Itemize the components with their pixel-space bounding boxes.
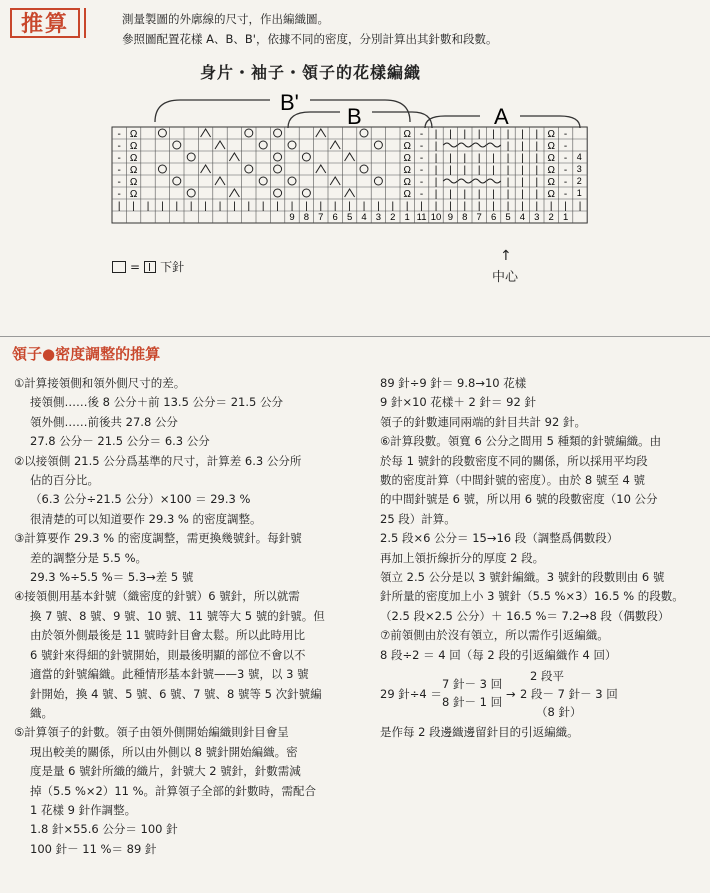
col-number: 6 xyxy=(490,212,497,223)
svg-text:Ω: Ω xyxy=(129,165,138,176)
svg-text:|: | xyxy=(521,165,524,176)
svg-text:-: - xyxy=(563,141,568,152)
svg-text:|: | xyxy=(463,165,467,176)
col-number: 9 xyxy=(447,212,454,223)
bracket-label-b: B xyxy=(347,104,362,129)
svg-text:-: - xyxy=(419,129,424,140)
col-number: 2 xyxy=(548,212,554,223)
text-line: 29.3 %÷5.5 %＝ 5.3→差 5 號 xyxy=(30,570,194,585)
intro-line: 測量製圖的外廓線的尺寸，作出編織圖。 xyxy=(122,12,329,26)
svg-text:-: - xyxy=(117,165,121,176)
svg-text:|: | xyxy=(521,153,524,164)
svg-text:Ω: Ω xyxy=(403,189,411,200)
svg-text:Ω: Ω xyxy=(547,189,555,200)
svg-text:|: | xyxy=(247,201,251,212)
svg-text:|: | xyxy=(434,201,438,212)
row-number: 2 xyxy=(576,176,582,186)
stitch-grid xyxy=(112,127,587,223)
svg-text:-: - xyxy=(419,177,424,188)
center-label: 中心 xyxy=(492,270,519,285)
badge-divider xyxy=(84,8,86,38)
chart-title: 身片・袖子・領子的花樣編織 xyxy=(200,63,422,82)
svg-text:|: | xyxy=(218,201,222,212)
col-number: 8 xyxy=(303,212,310,223)
section-divider xyxy=(0,336,710,337)
svg-text:-: - xyxy=(117,141,121,152)
svg-text:|: | xyxy=(506,129,510,140)
svg-text:|: | xyxy=(449,153,452,164)
svg-text:|: | xyxy=(449,201,452,212)
svg-text:|: | xyxy=(492,165,495,176)
svg-text:|: | xyxy=(189,201,193,212)
legend-blank-symbol xyxy=(112,261,126,273)
text-line: 佔的百分比。 xyxy=(30,473,99,488)
svg-text:|: | xyxy=(434,177,438,188)
text-line: 領立 2.5 公分是以 3 號針編織。3 號針的段數則由 6 號 xyxy=(380,570,665,585)
text-line: 適當的針號編織。此種情形基本針號——3 號，以 3 號 xyxy=(30,667,309,682)
svg-text:|: | xyxy=(477,189,481,200)
svg-text:|: | xyxy=(434,189,438,200)
section-title: 領子●密度調整的推算 xyxy=(12,345,161,363)
text-line: ④接領側用基本針號（織密度的針號）6 號針，所以就需 xyxy=(14,589,300,604)
text-line: 27.8 公分－ 21.5 公分＝ 6.3 公分 xyxy=(30,434,210,449)
text-line: ⑥計算段數。領寬 6 公分之間用 5 種類的針號編織。由 xyxy=(380,434,662,449)
svg-text:|: | xyxy=(521,129,524,140)
text-line: 是作每 2 段邊織邊留針目的引返編織。 xyxy=(380,725,579,740)
svg-text:|: | xyxy=(449,129,452,140)
svg-text:|: | xyxy=(434,165,438,176)
text-line: 89 針÷9 針＝ 9.8→10 花樣 xyxy=(380,376,527,390)
svg-text:Ω: Ω xyxy=(403,141,411,152)
text-line: 9 針×10 花樣＋ 2 針＝ 92 針 xyxy=(380,395,536,410)
svg-text:|: | xyxy=(492,189,495,200)
col-number: 5 xyxy=(346,212,353,223)
svg-text:-: - xyxy=(117,189,121,200)
svg-text:|: | xyxy=(506,153,510,164)
svg-text:|: | xyxy=(405,201,409,212)
svg-text:|: | xyxy=(535,177,539,188)
svg-text:|: | xyxy=(535,165,539,176)
svg-text:|: | xyxy=(535,153,539,164)
svg-text:|: | xyxy=(492,129,495,140)
text-line: 再加上領折線折分的厚度 2 段。 xyxy=(380,550,545,565)
text-line: （2.5 段×2.5 公分）＋ 16.5 %＝ 7.2→8 段（偶數段） xyxy=(380,608,670,623)
text-line: 換 7 號、8 號、9 號、10 號、11 號等大 5 號的針號。但 xyxy=(30,608,325,623)
col-number: 7 xyxy=(476,212,482,223)
svg-text:|: | xyxy=(362,201,366,212)
col-number: 1 xyxy=(404,212,410,223)
text-line: 領外側……前後共 27.8 公分 xyxy=(30,414,178,429)
legend-knit-symbol xyxy=(144,261,156,273)
svg-text:Ω: Ω xyxy=(403,165,411,176)
svg-text:|: | xyxy=(434,141,438,152)
svg-text:Ω: Ω xyxy=(403,153,411,164)
svg-text:-: - xyxy=(419,189,424,200)
svg-text:Ω: Ω xyxy=(403,129,411,140)
svg-text:Ω: Ω xyxy=(129,129,138,140)
svg-text:-: - xyxy=(563,165,568,176)
calc-lhs: 29 針÷4 ＝ xyxy=(380,687,442,702)
svg-text:|: | xyxy=(319,201,323,212)
calc-bot-right: （8 針） xyxy=(536,705,582,720)
calc-block xyxy=(380,665,702,723)
svg-text:|: | xyxy=(492,201,495,212)
svg-text:|: | xyxy=(463,189,467,200)
svg-text:|: | xyxy=(276,201,279,212)
col-number: 3 xyxy=(534,212,540,223)
text-line: 2.5 段×6 公分＝ 15→16 段（調整爲偶數段） xyxy=(380,531,619,546)
intro-text xyxy=(122,9,497,49)
text-line: 1.8 針×55.6 公分＝ 100 針 xyxy=(30,822,178,837)
svg-text:-: - xyxy=(419,165,424,176)
svg-text:-: - xyxy=(117,177,121,188)
text-line: （6.3 公分÷21.5 公分）×100 ＝ 29.3 % xyxy=(30,492,251,507)
svg-text:|: | xyxy=(434,129,438,140)
svg-text:|: | xyxy=(463,129,467,140)
col-number: 4 xyxy=(361,212,367,223)
svg-text:|: | xyxy=(117,201,121,212)
svg-text:|: | xyxy=(521,141,524,152)
svg-text:|: | xyxy=(377,201,380,212)
svg-text:|: | xyxy=(506,201,510,212)
row-number: 3 xyxy=(576,164,582,174)
svg-text:-: - xyxy=(419,153,424,164)
row-number: 4 xyxy=(576,152,582,162)
text-line: 1 花樣 9 針作調整。 xyxy=(30,802,137,817)
svg-text:|: | xyxy=(477,201,481,212)
col-number: 2 xyxy=(390,212,396,223)
col-number: 9 xyxy=(289,212,295,223)
text-line: ⑦前領側由於沒有領立，所以需作引返編織。 xyxy=(380,628,609,643)
svg-text:|: | xyxy=(449,165,452,176)
svg-text:|: | xyxy=(506,177,510,188)
svg-text:-: - xyxy=(563,189,568,200)
svg-text:-: - xyxy=(117,153,121,164)
text-line: 數的密度計算（中間針號的密度）。由於 8 號至 4 號 xyxy=(380,473,646,488)
svg-text:|: | xyxy=(204,201,207,212)
svg-text:|: | xyxy=(305,201,308,212)
text-line: 由於領外側最後是 11 號時針目會太鬆。所以此時用比 xyxy=(30,628,305,643)
calc-top-left: 7 針－ 3 回 xyxy=(442,677,503,692)
center-arrow-icon: ↑ xyxy=(500,248,512,264)
text-line: 針所量的密度加上小 3 號針（5.5 %×3）16.5 % 的段數。 xyxy=(380,589,684,604)
svg-text:|: | xyxy=(535,201,539,212)
svg-text:|: | xyxy=(290,201,294,212)
svg-text:Ω: Ω xyxy=(547,129,555,140)
svg-text:|: | xyxy=(146,201,150,212)
calc-arrow: → xyxy=(506,687,516,702)
svg-text:|: | xyxy=(521,189,524,200)
svg-text:|: | xyxy=(477,153,481,164)
text-line: 很清楚的可以知道要作 29.3 % 的密度調整。 xyxy=(30,511,262,526)
text-line: 差的調整分是 5.5 %。 xyxy=(30,550,148,565)
text-line: 度是量 6 號針所織的織片，針號大 2 號針，針數需減 xyxy=(30,764,301,779)
intro-line: 參照圖配置花樣 A、B、B'，依據不同的密度，分別計算出其針數和段數。 xyxy=(122,32,498,46)
svg-text:|: | xyxy=(535,189,539,200)
text-line: 針開始，換 4 號、5 號、6 號、7 號、8 號等 5 次針號編 xyxy=(30,686,322,701)
svg-text:|: | xyxy=(506,189,510,200)
col-number: 7 xyxy=(318,212,324,223)
svg-text:|: | xyxy=(463,153,467,164)
bracket-label-a: A xyxy=(494,104,509,129)
svg-text:|: | xyxy=(535,141,539,152)
col-number: 1 xyxy=(562,212,569,223)
knitting-chart xyxy=(0,80,710,260)
legend-label: 下針 xyxy=(160,260,185,274)
svg-text:-: - xyxy=(563,153,568,164)
text-line: 的中間針號是 6 號，所以用 6 號的段數密度（10 公分 xyxy=(380,492,658,507)
col-number: 10 xyxy=(430,212,442,223)
legend-equals: = xyxy=(130,259,141,274)
legend xyxy=(112,258,184,275)
text-line: ②以接領側 21.5 公分爲基準的尺寸，計算差 6.3 公分所 xyxy=(14,453,302,468)
svg-text:|: | xyxy=(434,153,438,164)
svg-text:Ω: Ω xyxy=(129,153,138,164)
col-number: 5 xyxy=(505,212,511,223)
text-line: 領子的針數連同兩端的針目共計 92 針。 xyxy=(380,414,586,429)
svg-text:|: | xyxy=(261,201,265,212)
col-number: 6 xyxy=(332,212,338,223)
svg-text:-: - xyxy=(563,129,568,140)
svg-text:Ω: Ω xyxy=(403,177,411,188)
calc-bot-left: 8 針－ 1 回 xyxy=(442,695,503,710)
svg-text:Ω: Ω xyxy=(547,165,555,176)
text-line: 100 針－ 11 %＝ 89 針 xyxy=(30,841,157,856)
svg-text:-: - xyxy=(419,141,424,152)
section-badge: 推算 xyxy=(10,8,80,38)
text-line: 織。 xyxy=(30,705,53,720)
col-number: 8 xyxy=(462,212,468,223)
svg-text:|: | xyxy=(233,201,236,212)
svg-text:Ω: Ω xyxy=(129,189,138,200)
svg-text:|: | xyxy=(492,153,495,164)
svg-text:|: | xyxy=(477,129,481,140)
text-line: ①計算接領側和領外側尺寸的差。 xyxy=(14,376,186,390)
svg-text:Ω: Ω xyxy=(547,153,555,164)
svg-text:|: | xyxy=(161,201,164,212)
text-line: ⑤計算領子的針數。領子由領外側開始編織則針目會呈 xyxy=(14,725,289,740)
svg-text:|: | xyxy=(420,201,423,212)
text-line: 現出較美的關係，所以由外側以 8 號針開始編織。密 xyxy=(30,744,298,759)
col-number: 4 xyxy=(519,212,526,223)
column-right xyxy=(380,374,702,743)
svg-text:|: | xyxy=(578,201,582,212)
svg-text:-: - xyxy=(117,129,121,140)
text-line: 25 段）計算。 xyxy=(380,511,456,526)
col-number: 11 xyxy=(416,212,427,223)
svg-text:|: | xyxy=(477,165,481,176)
svg-text:Ω: Ω xyxy=(129,141,138,152)
svg-text:-: - xyxy=(563,177,568,188)
svg-text:|: | xyxy=(391,201,395,212)
svg-text:Ω: Ω xyxy=(547,177,555,188)
svg-text:|: | xyxy=(564,201,567,212)
bracket-label-b-prime: B' xyxy=(280,90,299,115)
text-line: 掉（5.5 %×2）11 %。計算領子全部的針數時，需配合 xyxy=(30,783,317,798)
svg-text:|: | xyxy=(506,141,510,152)
svg-text:Ω: Ω xyxy=(547,141,555,152)
text-line: 6 號針來得細的針號開始，則最後明顯的部位不會以不 xyxy=(30,647,306,662)
svg-text:Ω: Ω xyxy=(129,177,138,188)
svg-text:|: | xyxy=(333,201,337,212)
col-number: 3 xyxy=(375,212,382,223)
column-left xyxy=(14,374,352,859)
svg-text:|: | xyxy=(175,201,179,212)
text-line: ③計算要作 29.3 % 的密度調整，需更換幾號針。每針號 xyxy=(14,531,302,546)
text-line: 8 段÷2 ＝ 4 回（每 2 段的引返編織作 4 回） xyxy=(380,647,617,662)
svg-text:|: | xyxy=(521,177,524,188)
svg-text:|: | xyxy=(348,201,351,212)
svg-text:|: | xyxy=(521,201,524,212)
text-line: 接領側……後 8 公分＋前 13.5 公分＝ 21.5 公分 xyxy=(30,395,283,410)
svg-text:|: | xyxy=(449,189,452,200)
svg-text:|: | xyxy=(535,129,539,140)
svg-text:|: | xyxy=(132,201,135,212)
calc-top-right: 2 段平 xyxy=(530,669,564,684)
text-line: 於每 1 號針的段數密度不同的關係，所以採用平均段 xyxy=(380,453,648,468)
svg-text:|: | xyxy=(549,201,553,212)
svg-text:|: | xyxy=(506,165,510,176)
svg-text:|: | xyxy=(463,201,467,212)
row-number: 1 xyxy=(576,188,582,198)
calc-mid-right: 2 段－ 7 針－ 3 回 xyxy=(520,687,618,702)
